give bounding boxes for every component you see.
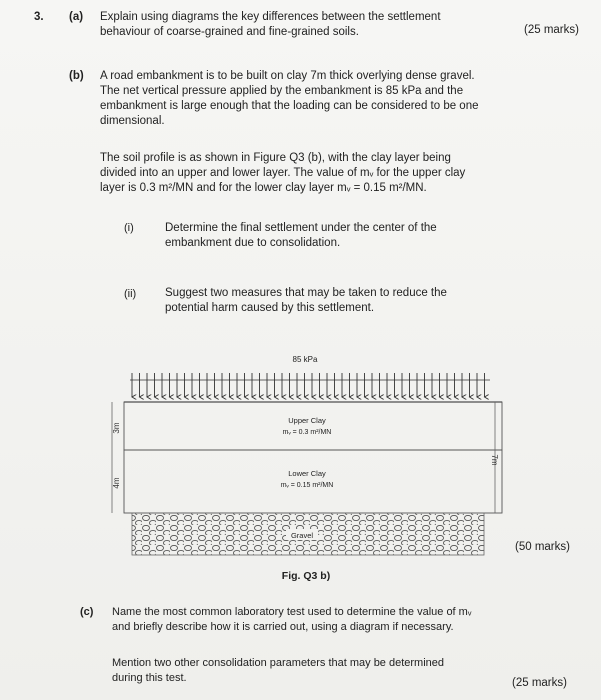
figure-caption: Fig. Q3 b) <box>281 570 331 582</box>
lower-clay-name: Lower Clay <box>288 469 326 478</box>
upper-clay-mv: mᵥ = 0.3 m²/MN <box>282 429 332 436</box>
part-c-label: (c) <box>80 606 94 618</box>
part-b-label: (b) <box>69 70 84 82</box>
sub-ii-text <box>165 286 485 316</box>
part-b-intro-line: The net vertical pressure applied by the embankment is 85 kPa and the <box>100 85 464 97</box>
sub-i-line: embankment due to consolidation. <box>165 237 341 249</box>
part-a-label: (a) <box>69 11 84 23</box>
part-b-profile-line: layer is 0.3 m²/MN and for the lower clay layer mᵥ = 0.15 m²/MN. <box>100 182 427 194</box>
figure-q3b <box>100 345 520 590</box>
part-c-line: Name the most common laboratory test used to determine the value of mᵥ <box>112 606 472 618</box>
dim-total-label: 7m <box>490 454 499 466</box>
dim-lower-label: 4m <box>112 477 121 489</box>
part-c-marks: (25 marks) <box>512 677 567 689</box>
part-c-line-2: during this test. <box>112 672 187 684</box>
question-number: 3. <box>34 11 44 23</box>
part-b-intro-line: A road embankment is to be built on clay 7m thick overlying dense gravel. <box>100 70 475 82</box>
part-b-intro-line: dimensional. <box>100 115 165 127</box>
sub-i-label: (i) <box>124 222 134 234</box>
lower-clay-mv: mᵥ = 0.15 m²/MN <box>280 482 334 489</box>
part-c-line: and briefly describe how it is carried out, using a diagram if necessary. <box>112 621 454 633</box>
upper-clay-layer <box>124 402 502 450</box>
part-b-intro-line: embankment is large enough that the loading can be considered to be one <box>100 100 479 112</box>
load-arrows <box>130 373 490 397</box>
dim-upper-label: 3m <box>112 422 121 434</box>
sub-ii-line: potential harm caused by this settlement. <box>165 302 375 314</box>
sub-i-line: Determine the final settlement under the center of the <box>165 222 437 234</box>
sub-ii-line: Suggest two measures that may be taken to reduce the <box>165 287 447 299</box>
part-b-profile-line: divided into an upper and lower layer. The value of mᵥ for the upper clay <box>100 167 466 179</box>
part-b-profile-line: The soil profile is as shown in Figure Q3 (b), with the clay layer being <box>100 152 451 164</box>
part-a-line: Explain using diagrams the key differences between the settlement <box>100 11 441 23</box>
part-b-marks: (50 marks) <box>515 541 570 553</box>
part-a-marks: (25 marks) <box>524 24 579 36</box>
part-c-text-2 <box>112 656 532 686</box>
sub-i-text <box>165 221 485 251</box>
part-c-line-2: Mention two other consolidation parameters that may be determined <box>112 657 445 669</box>
part-b-intro <box>100 69 530 129</box>
load-label: 85 kPa <box>292 355 318 364</box>
gravel-label: Gravel <box>290 531 314 540</box>
part-c-text <box>112 605 532 635</box>
upper-clay-name: Upper Clay <box>288 416 326 425</box>
part-a-text <box>100 10 530 40</box>
sub-ii-label: (ii) <box>124 288 137 300</box>
part-a-line: behaviour of coarse-grained and fine-grained soils. <box>100 26 359 38</box>
part-b-profile <box>100 151 530 196</box>
